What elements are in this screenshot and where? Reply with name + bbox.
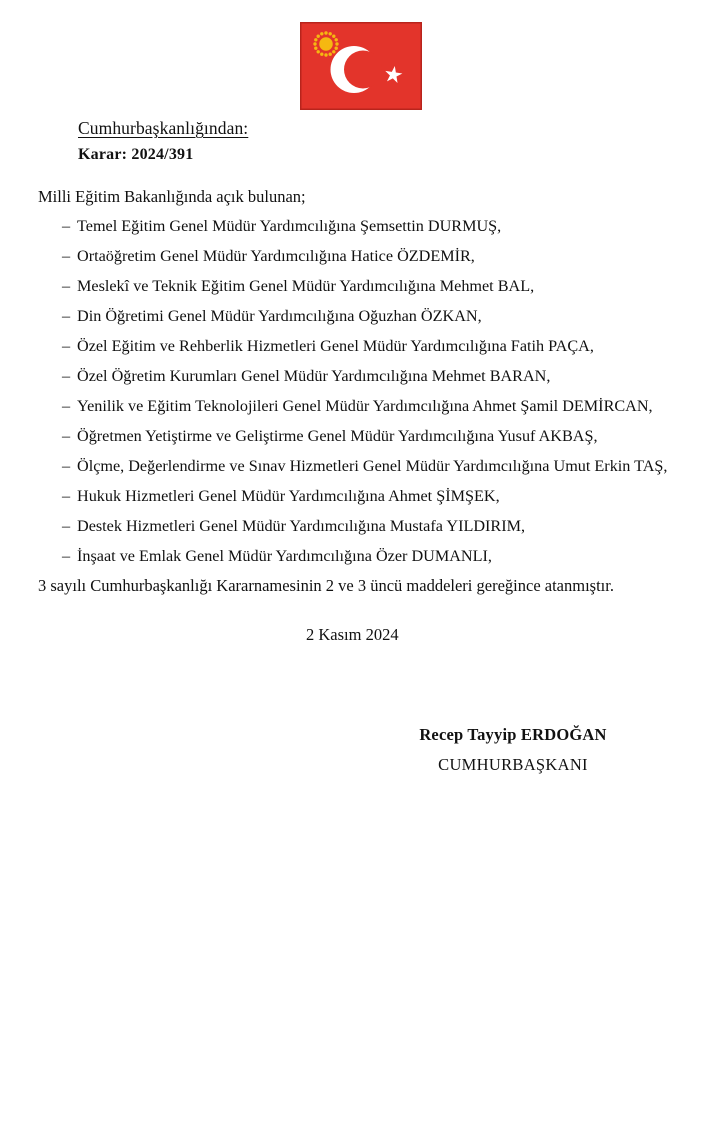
list-item [38,485,678,508]
list-item [38,335,678,358]
signature-block [38,724,678,777]
list-item [38,245,678,268]
issuing-authority: Cumhurbaşkanlığından: [78,118,249,138]
decree-date: 2 Kasım 2024 [306,625,399,645]
dash-bullet: – [62,486,71,505]
list-item [38,515,678,538]
appointment-text: Temel Eğitim Genel Müdür Yardımcılığına Şemsettin DURMUŞ, [77,216,502,235]
list-item [38,425,678,448]
dash-bullet: – [62,396,71,415]
appointment-text: Ölçme, Değerlendirme ve Sınav Hizmetleri Genel Müdür Yardımcılığına Umut Erkin TAŞ, [77,456,668,475]
appointment-text: Yenilik ve Eğitim Teknolojileri Genel Müdür Yardımcılığına Ahmet Şamil DEMİRCAN, [77,396,653,415]
list-item [38,455,678,478]
document-heading [38,118,678,166]
closing-paragraph: 3 sayılı Cumhurbaşkanlığı Kararnamesinin 2 ve 3 üncü maddeleri gereğince atanmıştır. [38,575,614,595]
appointment-text: Destek Hizmetleri Genel Müdür Yardımcılığına Mustafa YILDIRIM, [77,516,526,535]
dash-bullet: – [62,246,71,265]
list-item [38,395,678,418]
dash-bullet: – [62,366,71,385]
decision-number: Karar: 2024/391 [78,145,194,163]
list-item [38,305,678,328]
dash-bullet: – [62,306,71,325]
appointment-text: Hukuk Hizmetleri Genel Müdür Yardımcılığına Ahmet ŞİMŞEK, [77,486,500,505]
list-item [38,275,678,298]
signatory-name: Recep Tayyip ERDOĞAN [419,724,607,744]
dash-bullet: – [62,336,71,355]
appointment-list [38,215,678,568]
signatory-title: CUMHURBAŞKANI [438,754,588,774]
dash-bullet: – [62,216,71,235]
dash-bullet: – [62,426,71,445]
dash-bullet: – [62,546,71,565]
appointment-text: Meslekî ve Teknik Eğitim Genel Müdür Yardımcılığına Mehmet BAL, [77,276,535,295]
dash-bullet: – [62,516,71,535]
intro-paragraph: Milli Eğitim Bakanlığında açık bulunan; [38,186,306,206]
list-item [38,215,678,238]
decree-document [38,118,678,776]
list-item [38,365,678,388]
list-item [38,545,678,568]
appointment-text: Ortaöğretim Genel Müdür Yardımcılığına Hatice ÖZDEMİR, [77,246,475,265]
appointment-text: Özel Eğitim ve Rehberlik Hizmetleri Genel Müdür Yardımcılığına Fatih PAÇA, [77,336,594,355]
appointment-text: İnşaat ve Emlak Genel Müdür Yardımcılığına Özer DUMANLI, [77,546,492,565]
appointment-text: Özel Öğretim Kurumları Genel Müdür Yardımcılığına Mehmet BARAN, [77,366,551,385]
turkish-flag-emblem [300,22,422,110]
dash-bullet: – [62,456,71,475]
appointment-text: Öğretmen Yetiştirme ve Geliştirme Genel Müdür Yardımcılığına Yusuf AKBAŞ, [77,426,598,445]
dash-bullet: – [62,276,71,295]
appointment-text: Din Öğretimi Genel Müdür Yardımcılığına Oğuzhan ÖZKAN, [77,306,482,325]
turkish-flag-icon [300,22,422,110]
